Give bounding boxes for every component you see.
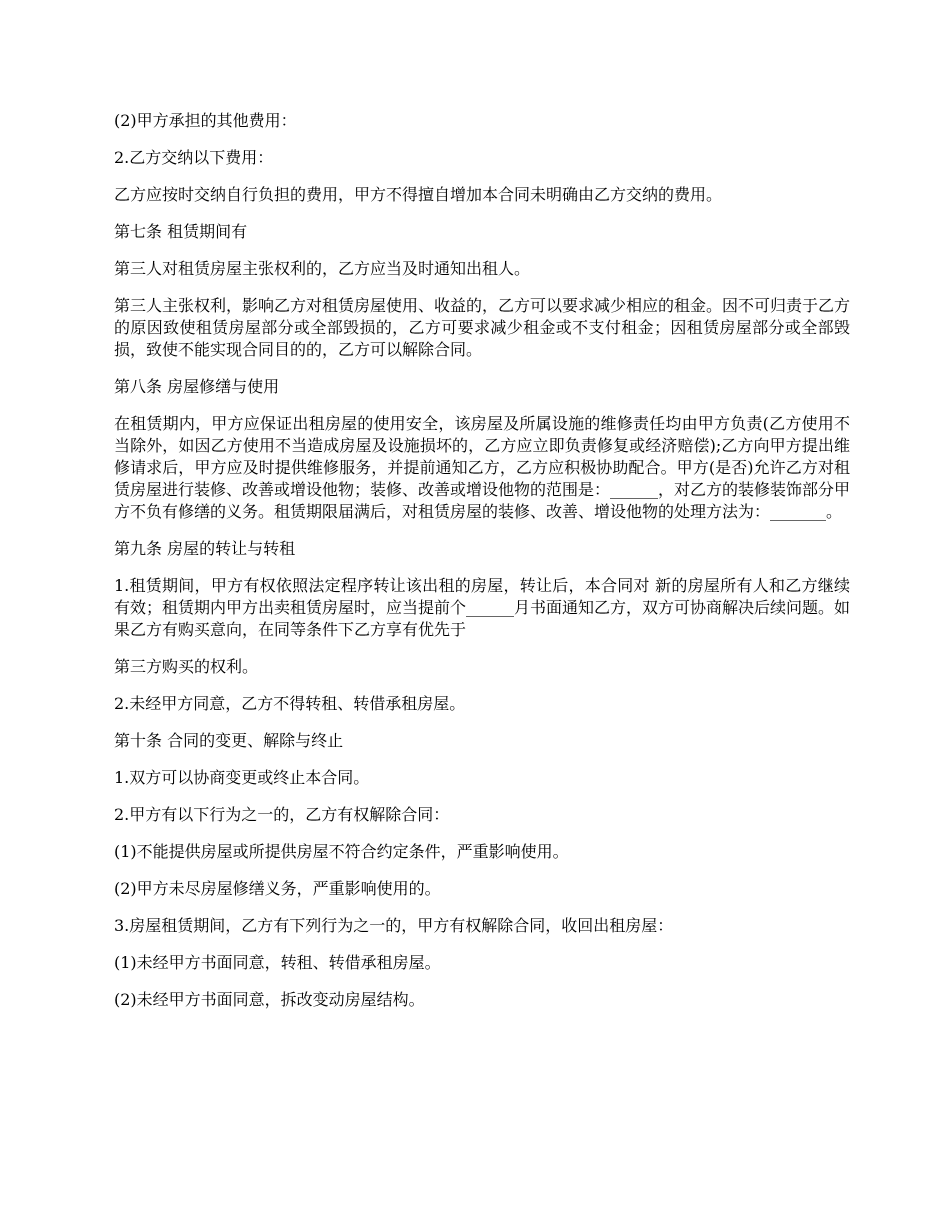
section-heading: 第八条 房屋修缮与使用 — [114, 377, 280, 396]
paragraph: 1.双方可以协商变更或终止本合同。 — [114, 768, 370, 787]
paragraph: (2)甲方承担的其他费用： — [114, 111, 297, 130]
paragraph: (2)甲方未尽房屋修缮义务，严重影响使用的。 — [114, 879, 441, 898]
section-heading: 第十条 合同的变更、解除与终止 — [114, 731, 344, 750]
section-heading: 第九条 房屋的转让与转租 — [114, 539, 296, 558]
paragraph: 在租赁期内，甲方应保证出租房屋的使用安全，该房屋及所属设施的维修责任均由甲方负责(乙方使用不当除外，如因乙方使用不当造成房屋及设施损坏的，乙方应立即负责修复或经济赔偿);乙方向甲方提出维修请求后，甲方应及时提供维修服务，并提前通知乙方，乙方应积极协助配合。甲方(是否)允许乙方对租赁房屋进行装修、改善或增设他物；装修、改善或增设他物的范围是：______，对乙方的装修装饰部分甲方不负有修缮的义务。租赁期限届满后，对租赁房屋的装修、改善、增设他物的处理方法为：_______。 — [114, 414, 851, 521]
paragraph: 乙方应按时交纳自行负担的费用，甲方不得擅自增加本合同未明确由乙方交纳的费用。 — [114, 185, 723, 204]
paragraph: 第三人主张权利，影响乙方对租赁房屋使用、收益的，乙方可以要求减少相应的租金。因不可归责于乙方的原因致使租赁房屋部分或全部毁损的，乙方可要求减少租金或不支付租金；因租赁房屋部分或全部毁损，致使不能实现合同目的的，乙方可以解除合同。 — [114, 296, 851, 359]
paragraph: 1.租赁期间，甲方有权依照法定程序转让该出租的房屋，转让后，本合同对 新的房屋所有人和乙方继续有效；租赁期内甲方出卖租赁房屋时，应当提前个______月书面通知乙方，双方可协商解决后续问题。如果乙方有购买意向，在同等条件下乙方享有优先于 — [114, 576, 851, 639]
paragraph: 2.乙方交纳以下费用： — [114, 148, 274, 167]
section-heading: 第七条 租赁期间有 — [114, 222, 248, 241]
paragraph: (1)不能提供房屋或所提供房屋不符合约定条件，严重影响使用。 — [114, 842, 569, 861]
paragraph: 3.房屋租赁期间，乙方有下列行为之一的，甲方有权解除合同，收回出租房屋： — [114, 916, 674, 935]
paragraph: (1)未经甲方书面同意，转租、转借承租房屋。 — [114, 953, 441, 972]
paragraph: 2.未经甲方同意，乙方不得转租、转借承租房屋。 — [114, 694, 466, 713]
paragraph: 第三方购买的权利。 — [114, 657, 259, 676]
paragraph: (2)未经甲方书面同意，拆改变动房屋结构。 — [114, 990, 425, 1009]
document-body — [114, 110, 850, 1026]
paragraph: 第三人对租赁房屋主张权利的，乙方应当及时通知出租人。 — [114, 259, 531, 278]
paragraph: 2.甲方有以下行为之一的，乙方有权解除合同： — [114, 805, 450, 824]
